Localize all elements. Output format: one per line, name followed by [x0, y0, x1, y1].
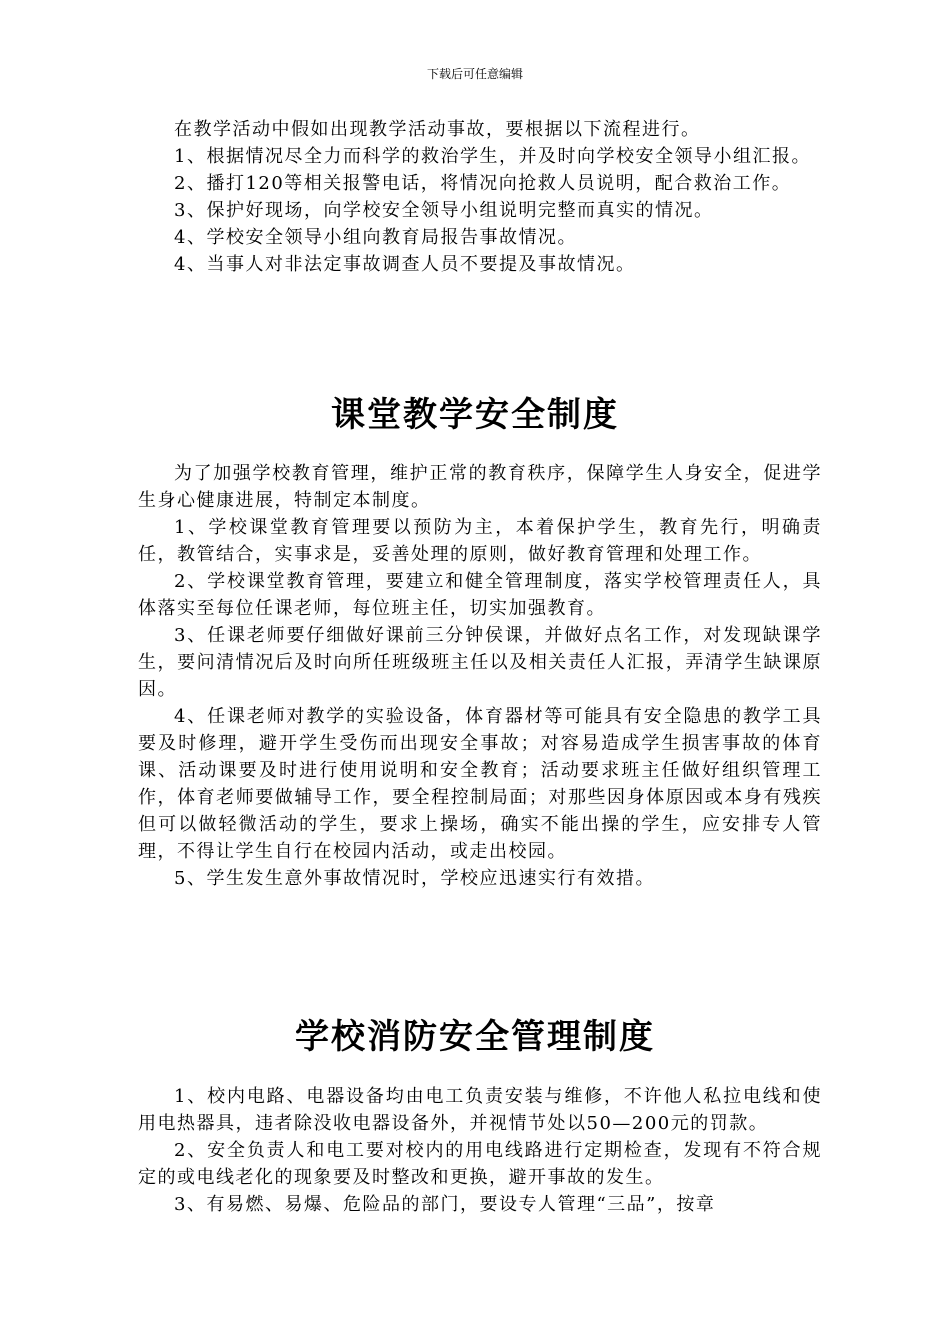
intro-paragraph: 4、当事人对非法定事故调查人员不要提及事故情况。: [174, 254, 636, 275]
intro-paragraph: 4、学校安全领导小组向教育局报告事故情况。: [174, 227, 577, 248]
intro-paragraph: 3、保护好现场，向学校安全领导小组说明完整而真实的情况。: [174, 200, 714, 221]
intro-paragraph: 1、根据情况尽全力而科学的救治学生，并及时向学校安全领导小组汇报。: [174, 146, 811, 167]
classroom-safety-paragraph: 5、学生发生意外事故情况时，学校应迅速实行有效措。: [174, 868, 655, 889]
classroom-safety-paragraph: 3、任课老师要仔细做好课前三分钟侯课，并做好点名工作，对发现缺课学生，要问清情况后及时向所任班级班主任以及相关责任人汇报，弄清学生缺课原因。: [138, 625, 822, 700]
classroom-safety-paragraph: 2、学校课堂教育管理，要建立和健全管理制度，落实学校管理责任人，具体落实至每位任课老师，每位班主任，切实加强教育。: [138, 571, 822, 619]
classroom-safety-block: [138, 460, 822, 892]
classroom-safety-paragraph: 4、任课老师对教学的实验设备，体育器材等可能具有安全隐患的教学工具要及时修理，避开学生受伤而出现安全事故；对容易造成学生损害事故的体育课、活动课要及时进行使用说明和安全教育；活动要求班主任做好组织管理工作，体育老师要做辅导工作，要全程控制局面；对那些因身体原因或本身有残疾但可以做轻微活动的学生，要求上操场，确实不能出操的学生，应安排专人管理，不得让学生自行在校园内活动，或走出校园。: [138, 706, 822, 862]
header-note: 下载后可任意编辑: [426, 67, 523, 81]
intro-block: [138, 116, 822, 278]
classroom-safety-paragraph: 1、学校课堂教育管理要以预防为主，本着保护学生，教育先行，明确责任，教管结合，实事求是，妥善处理的原则，做好教育管理和处理工作。: [138, 517, 822, 565]
fire-safety-paragraph: 2、安全负责人和电工要对校内的用电线路进行定期检查，发现有不符合规定的或电线老化的现象要及时整改和更换，避开事故的发生。: [138, 1140, 822, 1188]
intro-paragraph: 在教学活动中假如出现教学活动事故，要根据以下流程进行。: [174, 119, 701, 140]
section-title-fire-safety: 学校消防安全管理制度: [295, 1017, 655, 1057]
fire-safety-block: [138, 1083, 822, 1218]
intro-paragraph: 2、播打120等相关报警电话，将情况向抢救人员说明，配合救治工作。: [174, 173, 792, 194]
classroom-safety-paragraph: 为了加强学校教育管理，维护正常的教育秩序，保障学生人身安全，促进学生身心健康进展，特制定本制度。: [138, 463, 822, 511]
fire-safety-paragraph: 1、校内电路、电器设备均由电工负责安装与维修，不许他人私拉电线和使用电热器具，违者除没收电器设备外，并视情节处以50—200元的罚款。: [138, 1086, 822, 1134]
section-title-classroom-safety: 课堂教学安全制度: [331, 395, 619, 435]
fire-safety-paragraph: 3、有易燃、易爆、危险品的部门，要设专人管理“三品”，按章: [174, 1194, 716, 1215]
